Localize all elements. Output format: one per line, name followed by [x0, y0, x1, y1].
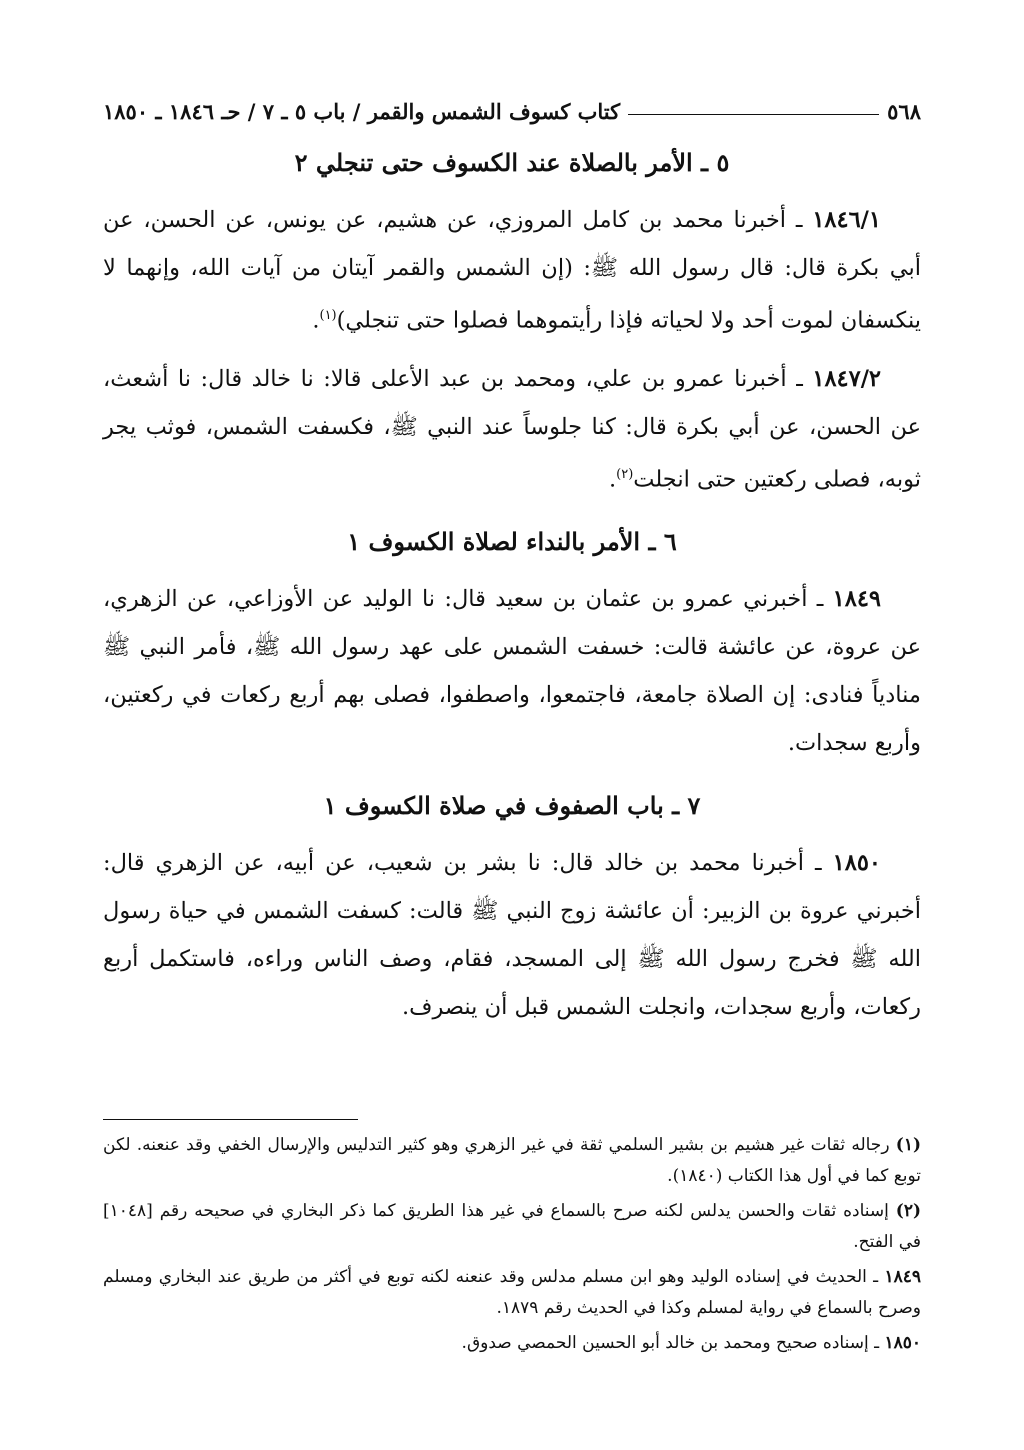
- footnote-separator: [103, 1119, 358, 1120]
- footnote-text: رجاله ثقات غير هشيم بن بشير السلمي ثقة في غير الزهري وهو كثير التدليس والإرسال الخفي وقد عنعنه. لكن توبع كما في أول هذا الكتاب (١٨٤٠).: [103, 1135, 921, 1186]
- footnote-mark: ١٨٤٩: [884, 1267, 922, 1287]
- section-heading: ٧ ـ باب الصفوف في صلاة الكسوف ١: [323, 791, 701, 820]
- hadith-number: ١٨٥٠: [832, 850, 882, 876]
- running-title: كتاب كسوف الشمس والقمر / باب ٥ ـ ٧ / حـ ١٨٤٦ ـ ١٨٥٠: [103, 99, 621, 124]
- hadith-number: ١٨٤٧/٢: [812, 365, 882, 392]
- hadith-number: ١٨٤٩: [832, 586, 881, 612]
- footnote: [103, 1328, 921, 1359]
- page-number: ٥٦٨: [887, 99, 921, 124]
- hadith-text: ـ أخبرني عمرو بن عثمان بن سعيد قال: نا الوليد عن الأوزاعي، عن الزهري، عن عروة، عن عائشة قالت: خسفت الشمس على عهد رسول الله ﷺ، فأمر النبي ﷺ منادياً فنادى: إن الصلاة جامعة، فاجتمعوا، واصطفوا، فصلى بهم أربع ركعات في ركعتين، وأربع سجدات: [103, 586, 921, 756]
- footnote-ref[interactable]: (٢): [616, 466, 634, 482]
- section-heading: ٥ ـ الأمر بالصلاة عند الكسوف حتى تنجلي ٢: [294, 148, 730, 177]
- footnote-ref[interactable]: (١): [319, 308, 337, 323]
- hadith-text: ـ أخبرنا محمد بن خالد قال: نا بشر بن شعيب، عن أبيه، عن الزهري قال: أخبرني عروة بن الزبير: أن عائشة زوج النبي ﷺ قالت: كسفت الشمس في حياة رسول الله ﷺ فخرج رسول الله ﷺ إلى المسجد، فقام، وصف الناس وراءه، فاستكمل أربع ركعات، وأربع سجدات، وانجلت الشمس قبل أن ينصرف: [103, 850, 921, 1020]
- footnote: [103, 1262, 921, 1324]
- hadith-paragraph: ١٨٤٦/١ ـ أخبرنا محمد بن كامل المروزي، عن هشيم، عن يونس، عن الحسن، عن أبي بكرة قال: قال رسول الله ﷺ: (إن الشمس والقمر آيتان من آيات الله، وإنهما لا ينكسفان لموت أحد ولا لحياته فإذا رأيتموهما فصلوا حتى تنجلي)$^{(١)}$.: [103, 207, 921, 334]
- footnote-text: إسناده ثقات والحسن يدلس لكنه صرح بالسماع في غير هذا الطريق كما ذكر البخاري في صحيحه رقم [١٠٤٨] في الفتح.: [103, 1201, 921, 1252]
- footnote: [103, 1196, 921, 1258]
- header-rule: [628, 114, 879, 115]
- footnotes: [103, 1130, 921, 1359]
- hadith-text: ـ أخبرنا عمرو بن علي، ومحمد بن عبد الأعلى قالا: نا خالد قال: نا أشعث، عن الحسن، عن أبي بكرة قال: كنا جلوساً عند النبي ﷺ، فكسفت الشمس، فوثب يجر ثوبه، فصلى ركعتين حتى انجلت: [103, 365, 921, 492]
- running-header: [103, 84, 921, 124]
- footnote-mark: ١٨٥٠: [884, 1333, 921, 1353]
- footnote-text: ـ الحديث في إسناده الوليد وهو ابن مسلم مدلس وقد عنعنه لكنه توبع في أكثر من طريق عند البخاري ومسلم وصرح بالسماع في رواية لمسلم وكذا في الحديث رقم ١٨٧٩.: [103, 1267, 921, 1318]
- footnote-text: ـ إسناده صحيح ومحمد بن خالد أبو الحسين الحمصي صدوق.: [461, 1333, 880, 1353]
- footnote-mark: (٢): [895, 1201, 922, 1221]
- hadith-paragraph: ١٨٤٩ ـ أخبرني عمرو بن عثمان بن سعيد قال: نا الوليد عن الأوزاعي، عن الزهري، عن عروة، عن عائشة قالت: خسفت الشمس على عهد رسول الله ﷺ، فأمر النبي ﷺ منادياً فنادى: إن الصلاة جامعة، فاجتمعوا، واصطفوا، فصلى بهم أربع ركعات في ركعتين، وأربع سجدات.: [103, 586, 921, 756]
- hadith-paragraph: ١٨٤٧/٢ ـ أخبرنا عمرو بن علي، ومحمد بن عبد الأعلى قالا: نا خالد قال: نا أشعث، عن الحسن، عن أبي بكرة قال: كنا جلوساً عند النبي ﷺ، فكسفت الشمس، فوثب يجر ثوبه، فصلى ركعتين حتى انجلت$^{(٢)}$.: [103, 365, 921, 492]
- footnote: [103, 1130, 921, 1192]
- footnote-mark: (١): [895, 1135, 922, 1155]
- hadith-number: ١٨٤٦/١: [812, 207, 881, 233]
- hadith-text: ـ أخبرنا محمد بن كامل المروزي، عن هشيم، عن يونس، عن الحسن، عن أبي بكرة قال: قال رسول الله ﷺ: (إن الشمس والقمر آيتان من آيات الله، وإنهما لا ينكسفان لموت أحد ولا لحياته فإذا رأيتموهما فصلوا حتى تنجلي): [103, 207, 921, 334]
- hadith-paragraph: ١٨٥٠ ـ أخبرنا محمد بن خالد قال: نا بشر بن شعيب، عن أبيه، عن الزهري قال: أخبرني عروة بن الزبير: أن عائشة زوج النبي ﷺ قالت: كسفت الشمس في حياة رسول الله ﷺ فخرج رسول الله ﷺ إلى المسجد، فقام، وصف الناس وراءه، فاستكمل أربع ركعات، وأربع سجدات، وانجلت الشمس قبل أن ينصرف.: [103, 850, 921, 1020]
- section-heading: ٦ ـ الأمر بالنداء لصلاة الكسوف ١: [347, 527, 677, 556]
